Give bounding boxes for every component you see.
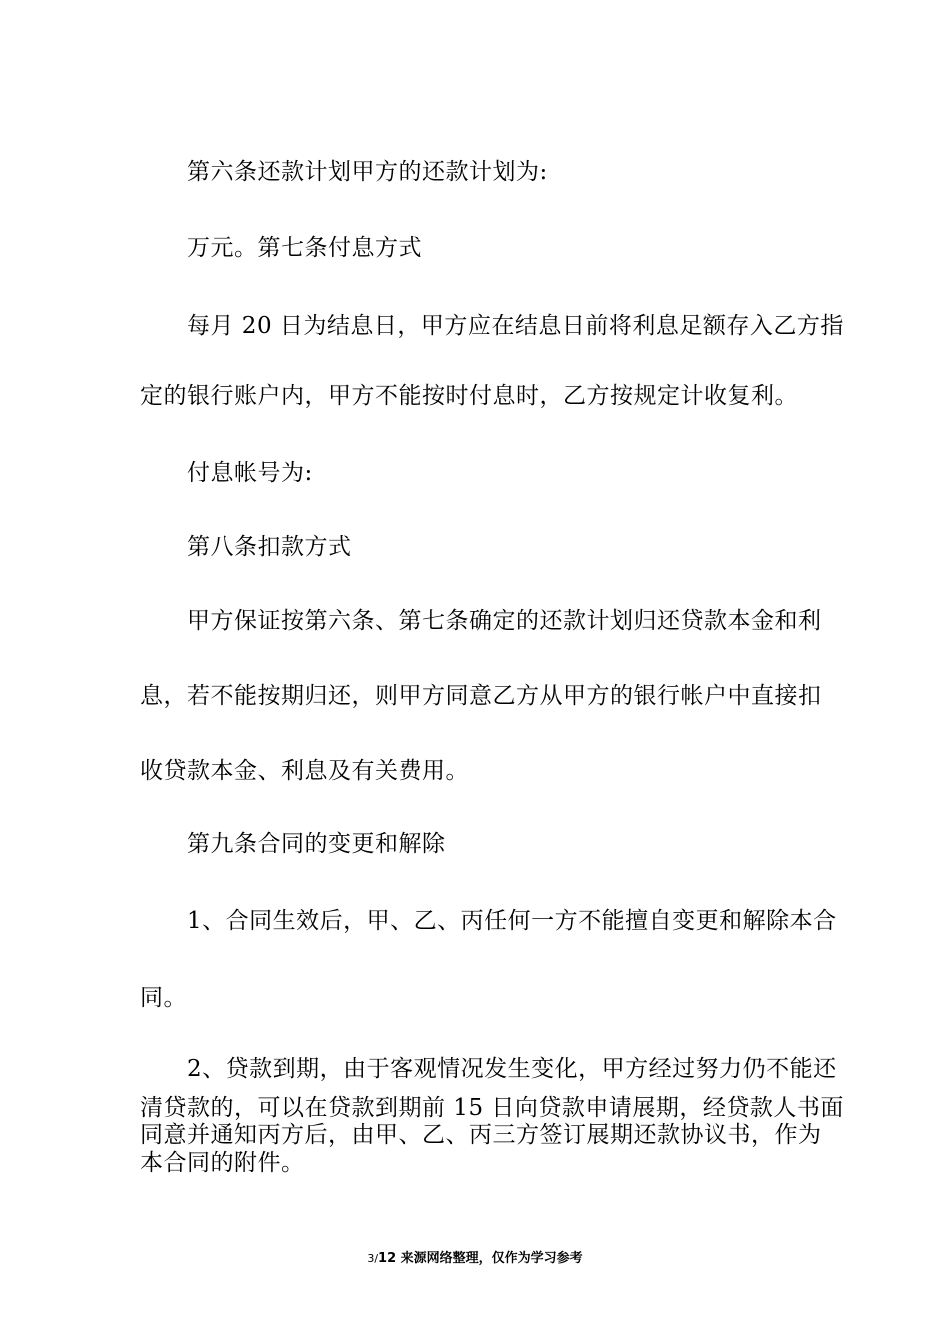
paragraph-line: 同意并通知丙方后，由甲、乙、丙三方签订展期还款协议书，作为 <box>140 1122 822 1148</box>
paragraph-line: 清贷款的，可以在贷款到期前 15 日向贷款申请展期，经贷款人书面 <box>140 1095 844 1121</box>
account-number-line: 付息帐号为: <box>187 460 313 486</box>
paragraph-line: 2、贷款到期，由于客观情况发生变化，甲方经过努力仍不能还 <box>187 1056 837 1082</box>
clause-9-heading: 第九条合同的变更和解除 <box>187 831 446 857</box>
clause-6-heading: 第六条还款计划甲方的还款计划为: <box>187 159 548 185</box>
page-footer <box>0 1250 950 1268</box>
paragraph-line: 收贷款本金、利息及有关费用。 <box>140 758 469 784</box>
paragraph-line: 甲方保证按第六条、第七条确定的还款计划归还贷款本金和利 <box>187 608 822 634</box>
paragraph-line: 定的银行账户内，甲方不能按时付息时，乙方按规定计收复利。 <box>140 383 798 409</box>
paragraph-line: 本合同的附件。 <box>140 1150 305 1176</box>
page-number: 3/ <box>367 1252 379 1265</box>
paragraph-line: 每月 20 日为结息日，甲方应在结息日前将利息足额存入乙方指 <box>187 313 844 339</box>
paragraph-line: 息，若不能按期归还，则甲方同意乙方从甲方的银行帐户中直接扣 <box>140 683 822 709</box>
paragraph-line: 1、合同生效后，甲、乙、丙任何一方不能擅自变更和解除本合 <box>187 908 837 934</box>
clause-7-heading: 万元。第七条付息方式 <box>187 235 422 261</box>
paragraph-line: 同。 <box>140 985 187 1011</box>
clause-8-heading: 第八条扣款方式 <box>187 534 352 560</box>
footer-text: 12 来源网络整理，仅作为学习参考 <box>378 1251 583 1266</box>
